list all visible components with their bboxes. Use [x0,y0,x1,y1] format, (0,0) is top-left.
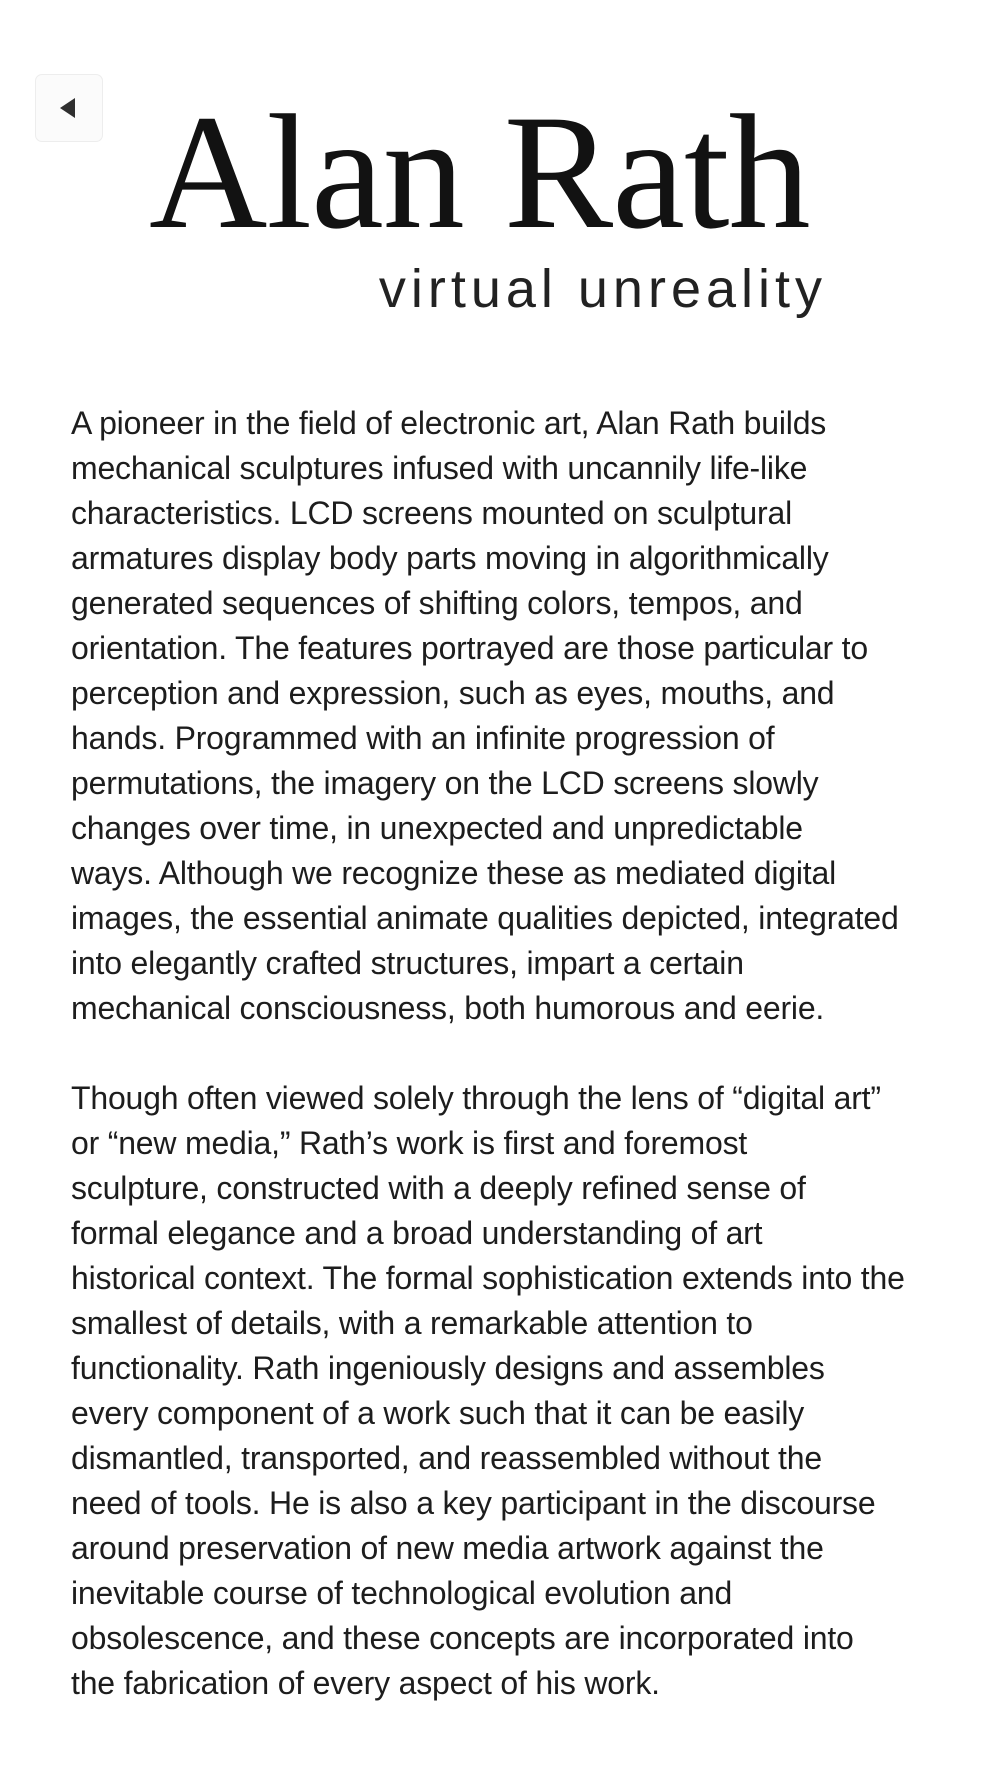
back-button[interactable] [35,74,103,142]
text-line: ways. Although we recognize these as mediated digital [71,855,836,891]
text-line: characteristics. LCD screens mounted on sculptural [71,495,792,531]
paragraph [71,401,946,1031]
text-line: permutations, the imagery on the LCD screens slowly [71,765,819,801]
text-line: around preservation of new media artwork against the [71,1530,824,1566]
text-line: need of tools. He is also a key participant in the discourse [71,1485,876,1521]
text-line: images, the essential animate qualities depicted, integrated [71,900,899,936]
text-line: generated sequences of shifting colors, tempos, and [71,585,803,621]
text-line: sculpture, constructed with a deeply refined sense of [71,1170,806,1206]
text-line: hands. Programmed with an infinite progression of [71,720,775,756]
text-line: armatures display body parts moving in algorithmically [71,540,829,576]
paragraph [71,1076,946,1706]
artist-statement [71,401,946,1706]
back-triangle-icon [60,98,75,118]
text-line: dismantled, transported, and reassembled without the [71,1440,822,1476]
page-subtitle: virtual unreality [378,259,827,319]
text-line: A pioneer in the field of electronic art, Alan Rath builds [71,405,827,441]
text-line: or “new media,” Rath’s work is first and foremost [71,1125,748,1161]
text-line: every component of a work such that it can be easily [71,1395,805,1431]
text-line: changes over time, in unexpected and unpredictable [71,810,803,846]
text-line: obsolescence, and these concepts are incorporated into [71,1620,854,1656]
text-line: Though often viewed solely through the lens of “digital art” [71,1080,881,1116]
text-line: into elegantly crafted structures, impart a certain [71,945,744,981]
text-line: historical context. The formal sophistication extends into the [71,1260,905,1296]
text-line: perception and expression, such as eyes, mouths, and [71,675,835,711]
text-line: smallest of details, with a remarkable attention to [71,1305,753,1341]
text-line: mechanical sculptures infused with uncannily life-like [71,450,808,486]
text-line: functionality. Rath ingeniously designs and assembles [71,1350,825,1386]
page-title: Alan Rath [149,82,810,263]
text-line: formal elegance and a broad understanding of art [71,1215,763,1251]
text-line: inevitable course of technological evolution and [71,1575,733,1611]
text-line: mechanical consciousness, both humorous and eerie. [71,990,825,1026]
text-line: orientation. The features portrayed are those particular to [71,630,868,666]
text-line: the fabrication of every aspect of his work. [71,1665,660,1701]
